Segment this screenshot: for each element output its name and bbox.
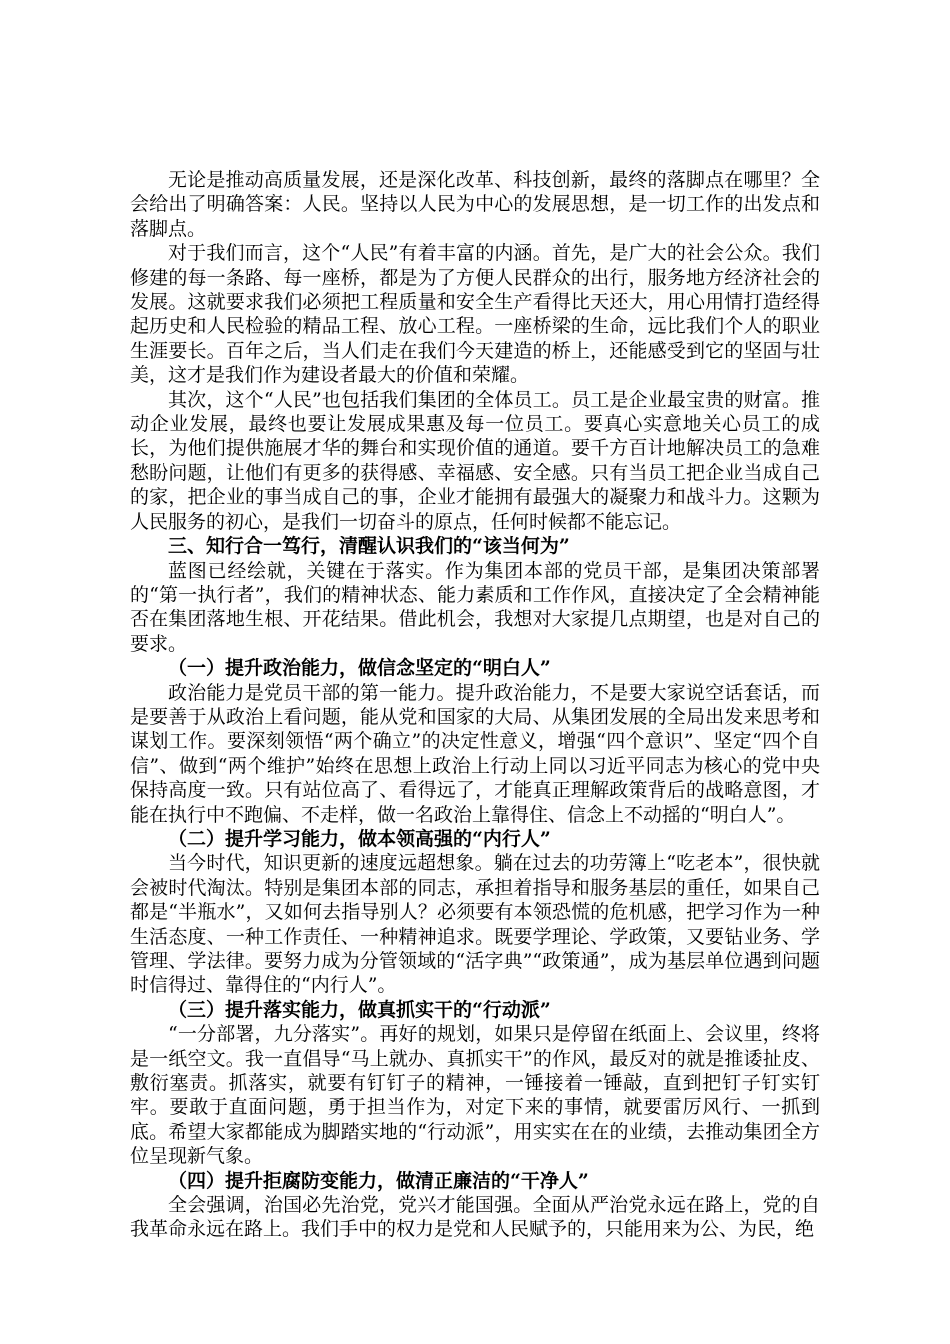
paragraph: 蓝图已经绘就，关键在于落实。作为集团本部的党员干部，是集团决策部署的“第一执行者”，我们的精神状态、能力素质和工作作风，直接决定了全会精神能否在集团落地生根、开花结果。借此机会，我想对大家提几点期望，也是对自己的要求。 xyxy=(130,559,820,655)
paragraph: 无论是推动高质量发展，还是深化改革、科技创新，最终的落脚点在哪里？全会给出了明确答案：人民。坚持以人民为中心的发展思想，是一切工作的出发点和落脚点。 xyxy=(130,169,820,240)
paragraph: “一分部署，九分落实”。再好的规划，如果只是停留在纸面上、会议里，终将是一纸空文。我一直倡导“马上就办、真抓实干”的作风，最反对的就是推诿扯皮、敷衍塞责。抓落实，就要有钉钉子的精神，一锤接着一锤敲，直到把钉子钉实钉牢。要敢于直面问题，勇于担当作为，对定下来的事情，就要雷厉风行、一抓到底。希望大家都能成为脚踏实地的“行动派”，用实实在在的业绩，去推动集团全方位呈现新气象。 xyxy=(130,1023,820,1168)
subsection-heading: （一）提升政治能力，做信念坚定的“明白人” xyxy=(168,657,551,680)
document-page xyxy=(130,168,820,1242)
paragraph: 对于我们而言，这个“人民”有着丰富的内涵。首先，是广大的社会公众。我们修建的每一条路、每一座桥，都是为了方便人民群众的出行，服务地方经济社会的发展。这就要求我们必须把工程质量和安全生产看得比天还大，用心用情打造经得起历史和人民检验的精品工程、放心工程。一座桥梁的生命，远比我们个人的职业生涯要长。百年之后，当人们走在我们今天建造的桥上，还能感受到它的坚固与壮美，这才是我们作为建设者最大的价值和荣耀。 xyxy=(130,242,820,387)
section-heading: 三、知行合一笃行，清醒认识我们的“该当何为” xyxy=(168,535,570,558)
paragraph: 当今时代，知识更新的速度远超想象。躺在过去的功劳簿上“吃老本”，很快就会被时代淘汰。特别是集团本部的同志，承担着指导和服务基层的重任，如果自己都是“半瓶水”，又如何去指导别人？必须要有本领恐慌的危机感，把学习作为一种生活态度、一种工作责任、一种精神追求。既要学理论、学政策，又要钻业务、学管理、学法律。要努力成为分管领域的“活字典”“政策通”，成为基层单位遇到问题时信得过、靠得住的“内行人”。 xyxy=(130,852,820,997)
subsection-heading: （二）提升学习能力，做本领高强的“内行人” xyxy=(168,827,551,850)
paragraph: 政治能力是党员干部的第一能力。提升政治能力，不是要大家说空话套话，而是要善于从政治上看问题，能从党和国家的大局、从集团发展的全局出发来思考和谋划工作。要深刻领悟“两个确立”的决定性意义，增强“四个意识”、坚定“四个自信”、做到“两个维护”始终在思想上政治上行动上同以习近平同志为核心的党中央保持高度一致。只有站位高了、看得远了，才能真正理解政策背后的战略意图，才能在执行中不跑偏、不走样，做一名政治上靠得住、信念上不动摇的“明白人”。 xyxy=(130,681,820,826)
paragraph: 其次，这个“人民”也包括我们集团的全体员工。员工是企业最宝贵的财富。推动企业发展，最终也要让发展成果惠及每一位员工。要真心实意地关心员工的成长，为他们提供施展才华的舞台和实现价值的通道。要千方百计地解决员工的急难愁盼问题，让他们有更多的获得感、幸福感、安全感。只有当员工把企业当成自己的家，把企业的事当成自己的事，企业才能拥有最强大的凝聚力和战斗力。这颗为人民服务的初心，是我们一切奋斗的原点，任何时候都不能忘记。 xyxy=(130,388,820,533)
subsection-heading: （三）提升落实能力，做真抓实干的“行动派” xyxy=(168,998,551,1021)
paragraph: 全会强调，治国必先治党，党兴才能国强。全面从严治党永远在路上，党的自我革命永远在路上。我们手中的权力是党和人民赋予的，只能用来为公、为民，绝 xyxy=(130,1194,820,1241)
subsection-heading: （四）提升拒腐防变能力，做清正廉洁的“干净人” xyxy=(168,1169,589,1192)
